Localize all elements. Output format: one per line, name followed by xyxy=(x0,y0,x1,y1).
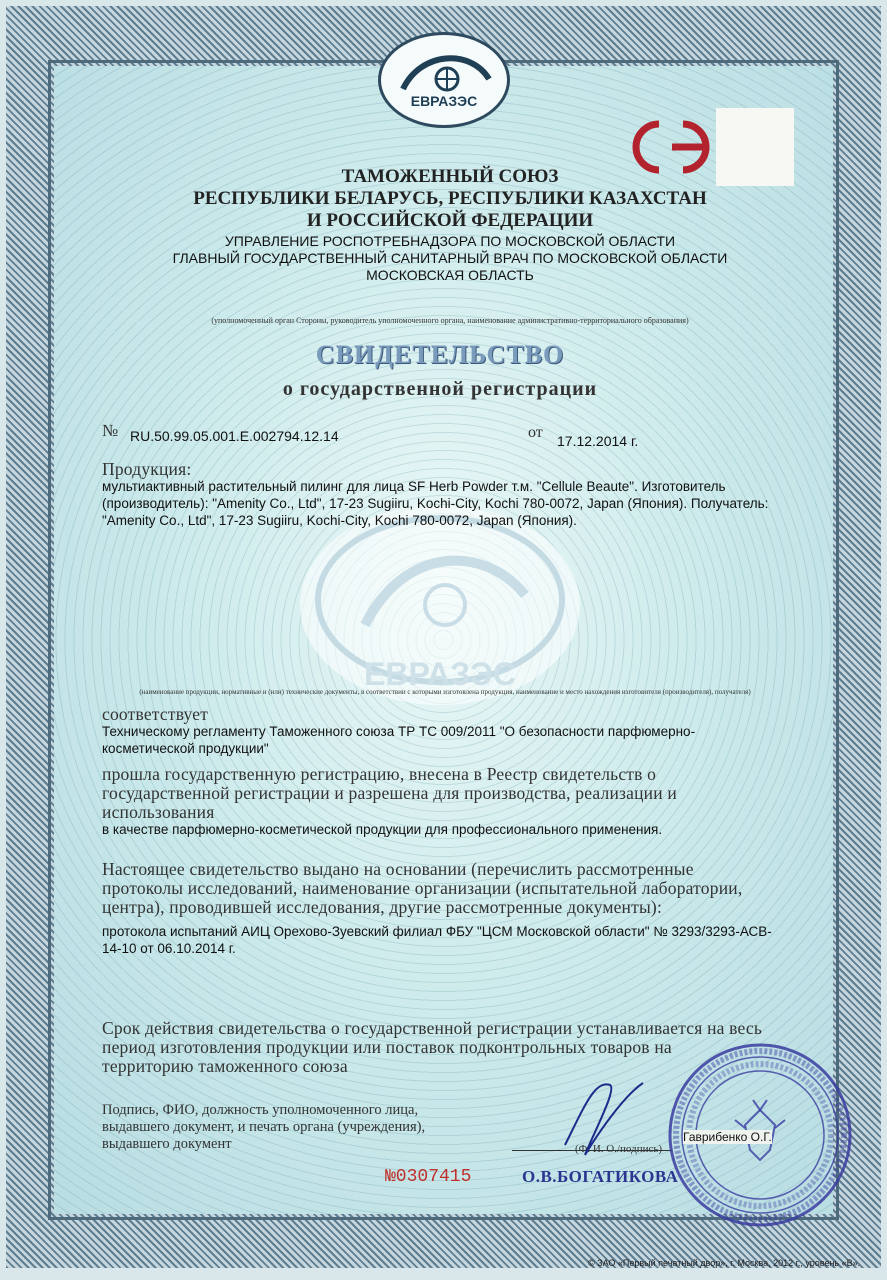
globe-bird-icon xyxy=(381,41,507,101)
evrazes-watermark-icon xyxy=(295,505,585,715)
authority-line3: МОСКОВСКАЯ ОБЛАСТЬ xyxy=(366,267,534,283)
registered-line1: прошла государственную регистрацию, внесена в Реестр свидетельств о xyxy=(102,764,657,784)
registration-number: RU.50.99.05.001.E.002794.12.14 xyxy=(130,428,339,444)
number-sign: № xyxy=(102,421,119,440)
authority-line2: ГЛАВНЫЙ ГОСУДАРСТВЕННЫЙ САНИТАРНЫЙ ВРАЧ ПО МОСКОВСКОЙ ОБЛАСТИ xyxy=(172,250,728,266)
registered-line3: использования xyxy=(102,802,215,822)
signature-label-line2: выдавшего документ, и печать органа (учреждения), xyxy=(102,1119,426,1135)
usage-text: в качестве парфюмерно-косметической продукции для профессионального применения. xyxy=(102,822,663,837)
validity-line1: Срок действия свидетельства о государственной регистрации устанавливается на весь xyxy=(102,1018,763,1038)
signature-label-line3: выдавшего документ xyxy=(102,1136,232,1152)
registration-date: 17.12.2014 г. xyxy=(557,433,639,449)
basis-line3: центра), проводившей исследования, другие рассмотренные документы): xyxy=(102,897,663,917)
registered-line2: государственной регистрации и разрешена для производства, реализации и xyxy=(102,783,677,803)
validity-line3: территорию таможенного союза xyxy=(102,1056,348,1076)
form-serial-number: №0307415 xyxy=(385,1167,472,1187)
handwritten-signature-icon xyxy=(555,1075,650,1165)
protocol-line2: 14-10 от 06.10.2014 г. xyxy=(102,941,236,956)
watermark-text: ЕВРАЗЭС xyxy=(363,656,517,692)
basis-line2: протоколы исследований, наименование организации (испытательной лаборатории, xyxy=(102,878,743,898)
fio-caption: (Ф. И. О./подпись) xyxy=(575,1143,663,1155)
product-caption: (наименование продукции, нормативные и (или) технические документы, в соответствии с которыми изготовлена продукция, наименование и место нахождения изготовителя (производителя), получателя) xyxy=(139,688,751,696)
authority-caption: (уполномоченный орган Стороны, руководитель уполномоченного органа, наименование административно-территориального образования) xyxy=(211,316,689,325)
header-line1: ТАМОЖЕННЫЙ СОЮЗ xyxy=(341,166,559,187)
authority-line1: УПРАВЛЕНИЕ РОСПОТРЕБНАДЗОРА ПО МОСКОВСКОЙ ОБЛАСТИ xyxy=(224,233,676,249)
conformity-line2: косметической продукции" xyxy=(102,741,269,756)
protocol-line1: протокола испытаний АИЦ Орехово-Зуевский филиал ФБУ "ЦСМ Московской области" № 3293/3293-АСВ- xyxy=(102,924,772,939)
printer-imprint: © ЗАО «Первый печатный двор», г. Москва, 2012 г., уровень «В». xyxy=(588,1258,861,1268)
product-line2: (производитель): "Amenity Co., Ltd", 17-23 Sugiiru, Kochi-City, Kochi 780-0072, Japan (Япония). Получатель: xyxy=(102,496,769,511)
logo-text: ЕВРАЗЭС xyxy=(410,93,478,109)
date-label: от xyxy=(528,424,543,441)
evrazes-logo xyxy=(378,32,510,128)
signatory-name-stamp: О.В.БОГАТИКОВА xyxy=(522,1167,679,1186)
copy-certification-mark: Гаврибенко О.Г. xyxy=(683,1130,772,1144)
signature-label-line1: Подпись, ФИО, должность уполномоченного лица, xyxy=(102,1102,419,1118)
product-label: Продукция: xyxy=(102,459,192,479)
header-line2: РЕСПУБЛИКИ БЕЛАРУСЬ, РЕСПУБЛИКИ КАЗАХСТАН xyxy=(193,188,707,209)
certificate-title: СВИДЕТЕЛЬСТВО xyxy=(315,340,565,369)
header-line3: И РОССИЙСКОЙ ФЕДЕРАЦИИ xyxy=(306,210,594,231)
validity-line2: период изготовления продукции или поставок подконтрольных товаров на xyxy=(102,1037,672,1057)
basis-line1: Настоящее свидетельство выдано на основании (перечислить рассмотренные xyxy=(102,859,694,879)
certificate-subtitle: о государственной регистрации xyxy=(282,378,598,400)
conformity-label: соответствует xyxy=(102,704,209,724)
product-line1: мультиактивный растительный пилинг для лица SF Herb Powder т.м. "Cellule Beaute". Изготовитель xyxy=(102,479,726,494)
product-line3: "Amenity Co., Ltd", 17-23 Sugiiru, Kochi-City, Kochi 780-0072, Japan (Япония). xyxy=(102,513,577,528)
conformity-line1: Техническому регламенту Таможенного союза ТР ТС 009/2011 "О безопасности парфюмерно- xyxy=(102,724,696,739)
